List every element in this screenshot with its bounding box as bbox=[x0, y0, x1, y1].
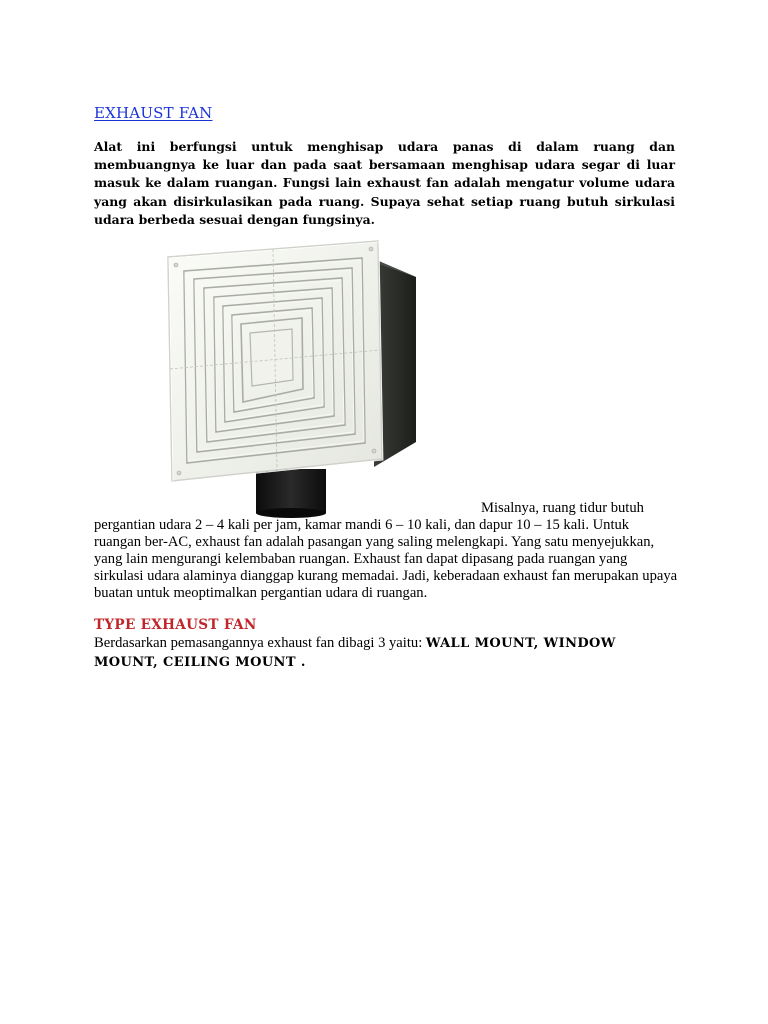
fan-center-plate bbox=[250, 329, 293, 386]
types-list: WALL MOUNT, WINDOW MOUNT, CEILING MOUNT . bbox=[94, 636, 616, 670]
section-title-type-exhaust-fan: TYPE EXHAUST FAN bbox=[94, 617, 257, 633]
types-intro: Berdasarkan pemasangannya exhaust fan dibagi 3 yaitu: bbox=[94, 635, 426, 651]
types-paragraph bbox=[94, 634, 654, 672]
heading-link-exhaust-fan[interactable]: EXHAUST FAN bbox=[94, 104, 213, 122]
body-lead-line: Misalnya, ruang tidur butuh bbox=[481, 500, 644, 516]
exhaust-fan-image bbox=[164, 237, 434, 519]
body-text: pergantian udara 2 – 4 kali per jam, kamar mandi 6 – 10 kali, dan dapur 10 – 15 kali. Untuk ruangan ber-AC, exhaust fan adalah pasangan yang saling melengkapi. Yang satu menyejukkan, yang lain mengurangi kelembaban ruangan. Exhaust fan dapat dipasang pada ruangan yang sirkulasi udara alaminya dianggap kurang memadai. Jadi, keberadaan exhaust fan merupakan upaya buatan untuk meoptimalkan pergantian udara di ruangan. bbox=[94, 517, 678, 601]
intro-paragraph: Alat ini berfungsi untuk menghisap udara panas di dalam ruang dan membuangnya ke luar dan pada saat bersamaan menghisap udara segar di luar masuk ke dalam ruangan. Fungsi lain exhaust fan adalah mengatur volume udara yang akan disirkulasikan pada ruang. Supaya sehat setiap ruang butuh sirkulasi udara berbeda sesuai dengan fungsinya. bbox=[94, 139, 675, 227]
body-paragraph bbox=[94, 500, 678, 602]
